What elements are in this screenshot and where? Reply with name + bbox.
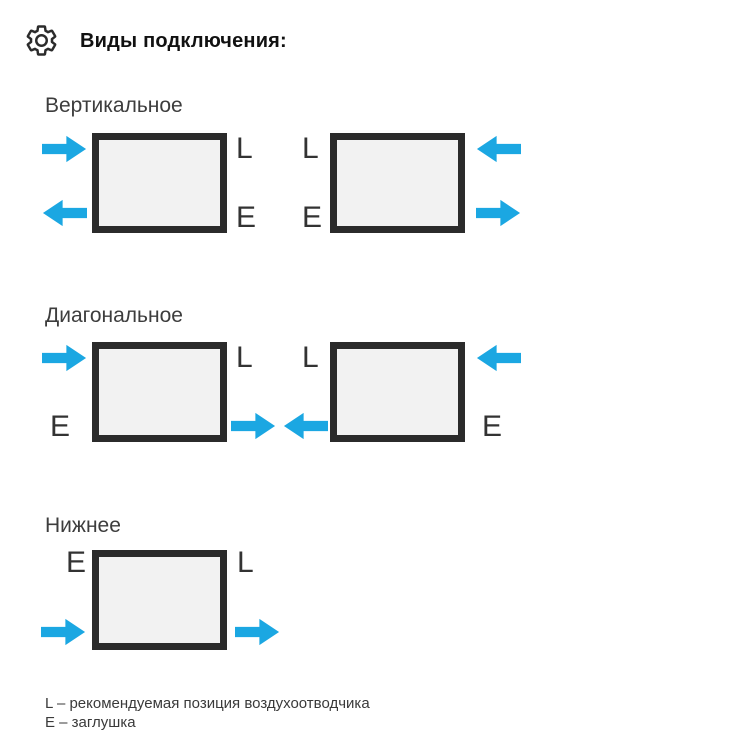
flow-out-arrow-left-icon <box>282 411 329 441</box>
radiator-rect <box>330 133 465 233</box>
flow-in-arrow-right-icon <box>41 343 88 373</box>
radiator-rect <box>92 133 227 233</box>
flow-out-arrow-right-icon <box>230 411 277 441</box>
flow-out-arrow-right-icon <box>475 198 522 228</box>
legend-line-l: L – рекомендуемая позиция воздухоотводчика <box>45 695 370 712</box>
section-label-bottom: Нижнее <box>45 514 121 537</box>
port-label-l: L <box>302 341 319 374</box>
port-label-e: E <box>236 201 257 234</box>
port-label-l: L <box>237 546 254 579</box>
page-title: Виды подключения: <box>80 30 287 52</box>
flow-in-arrow-left-icon <box>475 343 522 373</box>
legend-line-e: E – заглушка <box>45 714 136 731</box>
port-label-l: L <box>236 132 253 165</box>
radiator-rect <box>92 550 227 650</box>
radiator-rect <box>330 342 465 442</box>
flow-in-arrow-right-icon <box>40 617 87 647</box>
section-label-vertical: Вертикальное <box>45 94 183 117</box>
flow-out-arrow-right-icon <box>234 617 281 647</box>
flow-out-arrow-left-icon <box>41 198 88 228</box>
port-label-l: L <box>302 132 319 165</box>
flow-in-arrow-left-icon <box>475 134 522 164</box>
radiator-rect <box>92 342 227 442</box>
section-label-diagonal: Диагональное <box>45 304 183 327</box>
port-label-e: E <box>50 410 71 443</box>
port-label-e: E <box>66 546 87 579</box>
port-label-e: E <box>302 201 323 234</box>
flow-in-arrow-right-icon <box>41 134 88 164</box>
port-label-e: E <box>482 410 503 443</box>
port-label-l: L <box>236 341 253 374</box>
settings-gear-icon <box>24 23 59 58</box>
